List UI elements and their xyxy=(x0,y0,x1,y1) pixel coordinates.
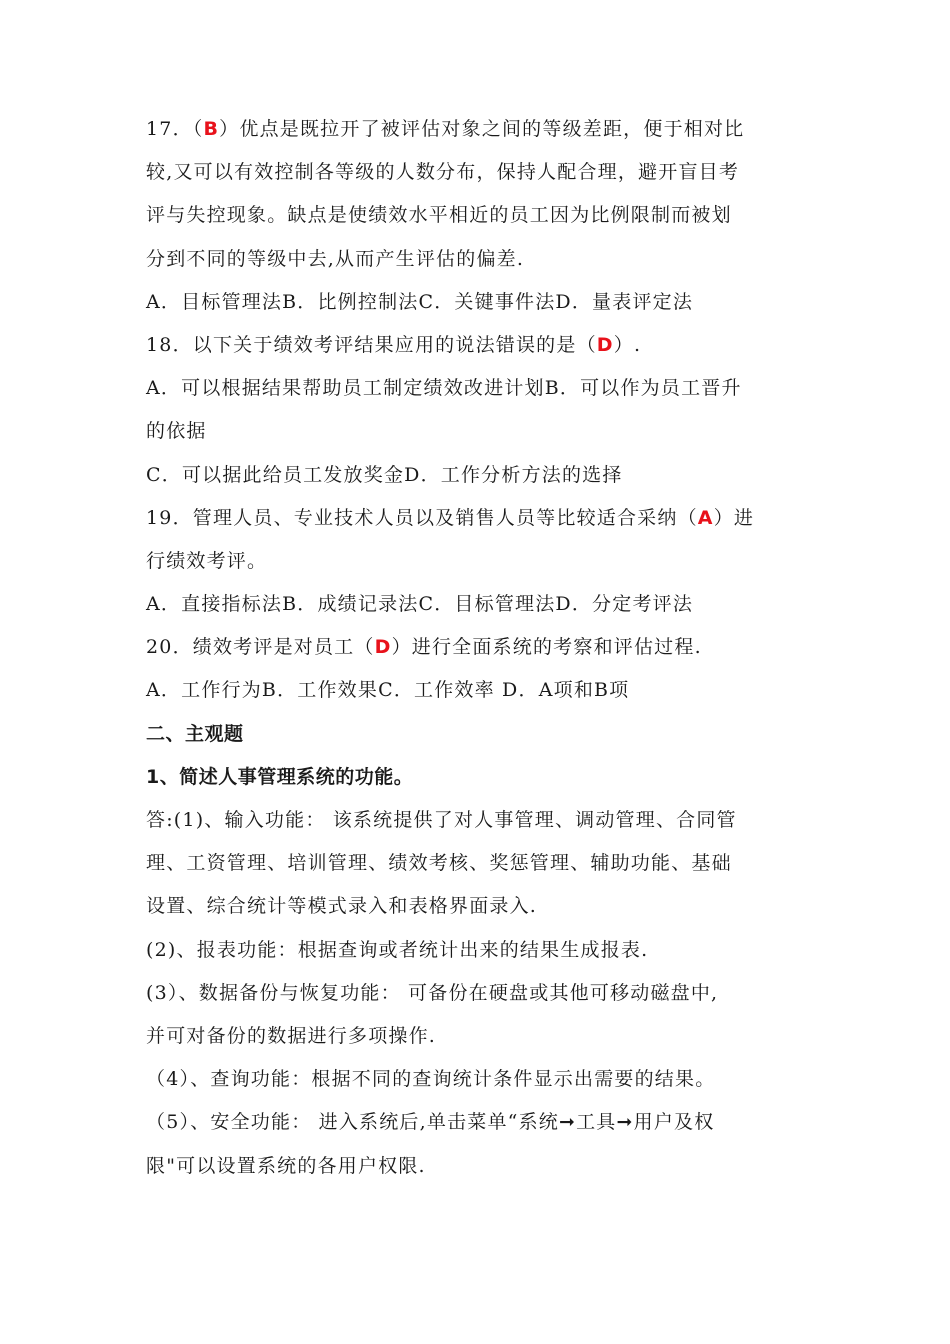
answer-1-line-2: 理、工资管理、培训管理、绩效考核、奖惩管理、辅助功能、基础 xyxy=(146,852,732,875)
answer-3-line-1: (3）、数据备份与恢复功能： 可备份在硬盘或其他可移动磁盘中, xyxy=(146,981,719,1004)
q17-options: A．目标管理法B．比例控制法C．关键事件法D．量表评定法 xyxy=(146,290,694,313)
answer-2: (2)、报表功能：根据查询或者统计出来的结果生成报表. xyxy=(146,938,649,961)
section-heading: 二、主观题 xyxy=(146,722,244,745)
answer-1-line-1: 答:(1)、输入功能： 该系统提供了对人事管理、调动管理、合同管 xyxy=(146,809,737,831)
q18-options-line-1: A．可以根据结果帮助员工制定绩效改进计划B．可以作为员工晋升 xyxy=(146,377,742,400)
q17-line-1 xyxy=(146,108,806,151)
q20-options: A．工作行为B．工作效果C．工作效率 D．A项和B项 xyxy=(146,679,630,702)
q18-answer: D xyxy=(596,333,614,356)
answer-5-line-1: （5）、安全功能： 进入系统后,单击菜单“系统➞工具➞用户及权 xyxy=(146,1111,715,1134)
q19-stem-end: ）进 xyxy=(713,506,755,529)
q19-answer: A xyxy=(697,506,714,529)
q17-stem-text: ）优点是既拉开了被评估对象之间的等级差距，便于相对比 xyxy=(219,118,745,140)
q18-options-line-2: 的依据 xyxy=(146,420,207,443)
answer-1-line-3: 设置、综合统计等模式录入和表格界面录入. xyxy=(146,895,538,918)
answer-5-line-2: 限"可以设置系统的各用户权限. xyxy=(146,1154,426,1177)
q18-stem xyxy=(146,324,806,367)
q19-stem xyxy=(146,497,806,540)
q17-line-4: 分到不同的等级中去,从而产生评估的偏差. xyxy=(146,247,525,270)
document-page xyxy=(146,108,806,1188)
q17-number: 17．（ xyxy=(146,118,204,140)
q19-stem-text: 19．管理人员、专业技术人员以及销售人员等比较适合采纳（ xyxy=(146,506,698,529)
q19-options: A．直接指标法B．成绩记录法C．目标管理法D．分定考评法 xyxy=(146,593,694,616)
q19-stem-line-2: 行绩效考评。 xyxy=(146,549,268,572)
q18-stem-text: 18．以下关于绩效考评结果应用的说法错误的是（ xyxy=(146,333,597,356)
q20-stem-text: 20．绩效考评是对员工（ xyxy=(146,636,375,659)
q17-line-3: 评与失控现象。缺点是使绩效水平相近的员工因为比例限制而被划 xyxy=(146,204,732,227)
q18-options-line-3: C．可以据此给员工发放奖金D．工作分析方法的选择 xyxy=(146,463,623,486)
q18-stem-end: ）. xyxy=(613,333,642,356)
q17-line-2: 较,又可以有效控制各等级的人数分布，保持人配合理，避开盲目考 xyxy=(146,161,740,184)
q17-answer: B xyxy=(203,118,220,140)
q20-stem xyxy=(146,626,806,669)
q20-stem-end: ）进行全面系统的考察和评估过程. xyxy=(391,636,702,659)
subjective-q1-title: 1、简述人事管理系统的功能。 xyxy=(146,765,414,788)
answer-4: （4）、查询功能：根据不同的查询统计条件显示出需要的结果。 xyxy=(146,1068,716,1091)
q20-answer: D xyxy=(374,636,392,659)
answer-3-line-2: 并可对备份的数据进行多项操作. xyxy=(146,1024,437,1047)
